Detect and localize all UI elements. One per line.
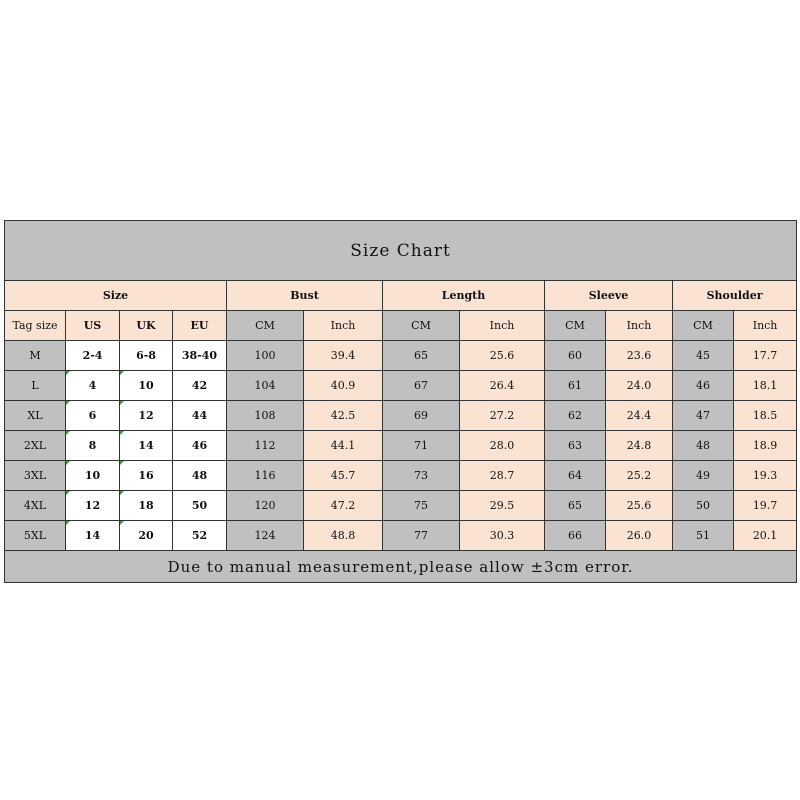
sleeve-cm-cell: 63 (545, 431, 606, 461)
tag-size-cell: L (5, 371, 66, 401)
bust-inch-cell: 42.5 (304, 401, 383, 431)
group-sleeve-header: Sleeve (545, 281, 673, 311)
bust-cm-cell: 116 (227, 461, 304, 491)
length-inch-cell: 29.5 (460, 491, 545, 521)
length-cm-cell: 75 (383, 491, 460, 521)
shoulder-cm-cell: 49 (673, 461, 734, 491)
eu-size-cell: 42 (173, 371, 227, 401)
length-cm-cell: 67 (383, 371, 460, 401)
shoulder-cm-cell: 50 (673, 491, 734, 521)
group-header-row (5, 281, 797, 311)
shoulder-inch-cell: 19.3 (734, 461, 797, 491)
shoulder-cm-cell: 45 (673, 341, 734, 371)
sleeve-inch-cell: 24.0 (606, 371, 673, 401)
us-size-cell: 6 (66, 401, 120, 431)
tag-size-header: Tag size (5, 311, 66, 341)
length-cm-cell: 73 (383, 461, 460, 491)
shoulder-inch-cell: 18.9 (734, 431, 797, 461)
tag-size-cell: XL (5, 401, 66, 431)
shoulder-cm-cell: 46 (673, 371, 734, 401)
table-row (5, 521, 797, 551)
eu-size-cell: 46 (173, 431, 227, 461)
bust-cm-cell: 108 (227, 401, 304, 431)
length-inch-cell: 25.6 (460, 341, 545, 371)
sleeve-cm-cell: 64 (545, 461, 606, 491)
bust-cm-cell: 112 (227, 431, 304, 461)
size-chart-table (4, 220, 797, 583)
bust-cm-cell: 100 (227, 341, 304, 371)
sleeve-inch-cell: 26.0 (606, 521, 673, 551)
us-header: US (66, 311, 120, 341)
tag-size-cell: 5XL (5, 521, 66, 551)
bust-inch-cell: 47.2 (304, 491, 383, 521)
length-inch-cell: 30.3 (460, 521, 545, 551)
shoulder-inch-header: Inch (734, 311, 797, 341)
length-inch-header: Inch (460, 311, 545, 341)
shoulder-cm-cell: 47 (673, 401, 734, 431)
us-size-cell: 12 (66, 491, 120, 521)
table-row (5, 341, 797, 371)
uk-size-cell: 10 (120, 371, 173, 401)
length-cm-cell: 71 (383, 431, 460, 461)
table-row (5, 371, 797, 401)
sleeve-cm-cell: 61 (545, 371, 606, 401)
bust-inch-cell: 48.8 (304, 521, 383, 551)
uk-size-cell: 12 (120, 401, 173, 431)
bust-cm-cell: 124 (227, 521, 304, 551)
group-bust-header: Bust (227, 281, 383, 311)
length-cm-cell: 65 (383, 341, 460, 371)
us-size-cell: 2-4 (66, 341, 120, 371)
measurement-note: Due to manual measurement,please allow ±3cm error. (5, 551, 797, 583)
tag-size-cell: 2XL (5, 431, 66, 461)
eu-header: EU (173, 311, 227, 341)
bust-inch-cell: 40.9 (304, 371, 383, 401)
sleeve-cm-cell: 66 (545, 521, 606, 551)
us-size-cell: 8 (66, 431, 120, 461)
shoulder-inch-cell: 18.5 (734, 401, 797, 431)
length-cm-cell: 77 (383, 521, 460, 551)
sleeve-cm-header: CM (545, 311, 606, 341)
table-row (5, 491, 797, 521)
bust-cm-cell: 120 (227, 491, 304, 521)
bust-inch-header: Inch (304, 311, 383, 341)
us-size-cell: 4 (66, 371, 120, 401)
sleeve-inch-cell: 23.6 (606, 341, 673, 371)
uk-header: UK (120, 311, 173, 341)
tag-size-cell: 4XL (5, 491, 66, 521)
sleeve-cm-cell: 65 (545, 491, 606, 521)
eu-size-cell: 44 (173, 401, 227, 431)
length-inch-cell: 26.4 (460, 371, 545, 401)
length-inch-cell: 28.0 (460, 431, 545, 461)
sleeve-cm-cell: 62 (545, 401, 606, 431)
bust-inch-cell: 39.4 (304, 341, 383, 371)
sleeve-inch-header: Inch (606, 311, 673, 341)
length-cm-cell: 69 (383, 401, 460, 431)
us-size-cell: 10 (66, 461, 120, 491)
group-shoulder-header: Shoulder (673, 281, 797, 311)
table-row (5, 401, 797, 431)
table-row (5, 431, 797, 461)
eu-size-cell: 38-40 (173, 341, 227, 371)
eu-size-cell: 52 (173, 521, 227, 551)
sleeve-inch-cell: 24.4 (606, 401, 673, 431)
us-size-cell: 14 (66, 521, 120, 551)
sleeve-inch-cell: 25.2 (606, 461, 673, 491)
shoulder-cm-cell: 51 (673, 521, 734, 551)
bust-cm-cell: 104 (227, 371, 304, 401)
uk-size-cell: 16 (120, 461, 173, 491)
group-size-header: Size (5, 281, 227, 311)
tag-size-cell: M (5, 341, 66, 371)
bust-inch-cell: 45.7 (304, 461, 383, 491)
eu-size-cell: 48 (173, 461, 227, 491)
bust-inch-cell: 44.1 (304, 431, 383, 461)
eu-size-cell: 50 (173, 491, 227, 521)
shoulder-cm-header: CM (673, 311, 734, 341)
length-cm-header: CM (383, 311, 460, 341)
shoulder-cm-cell: 48 (673, 431, 734, 461)
chart-title: Size Chart (5, 221, 797, 281)
sub-header-row (5, 311, 797, 341)
uk-size-cell: 14 (120, 431, 173, 461)
shoulder-inch-cell: 19.7 (734, 491, 797, 521)
group-length-header: Length (383, 281, 545, 311)
uk-size-cell: 20 (120, 521, 173, 551)
bust-cm-header: CM (227, 311, 304, 341)
length-inch-cell: 28.7 (460, 461, 545, 491)
sleeve-inch-cell: 25.6 (606, 491, 673, 521)
sleeve-cm-cell: 60 (545, 341, 606, 371)
shoulder-inch-cell: 20.1 (734, 521, 797, 551)
sleeve-inch-cell: 24.8 (606, 431, 673, 461)
length-inch-cell: 27.2 (460, 401, 545, 431)
shoulder-inch-cell: 18.1 (734, 371, 797, 401)
uk-size-cell: 18 (120, 491, 173, 521)
tag-size-cell: 3XL (5, 461, 66, 491)
shoulder-inch-cell: 17.7 (734, 341, 797, 371)
table-row (5, 461, 797, 491)
uk-size-cell: 6-8 (120, 341, 173, 371)
